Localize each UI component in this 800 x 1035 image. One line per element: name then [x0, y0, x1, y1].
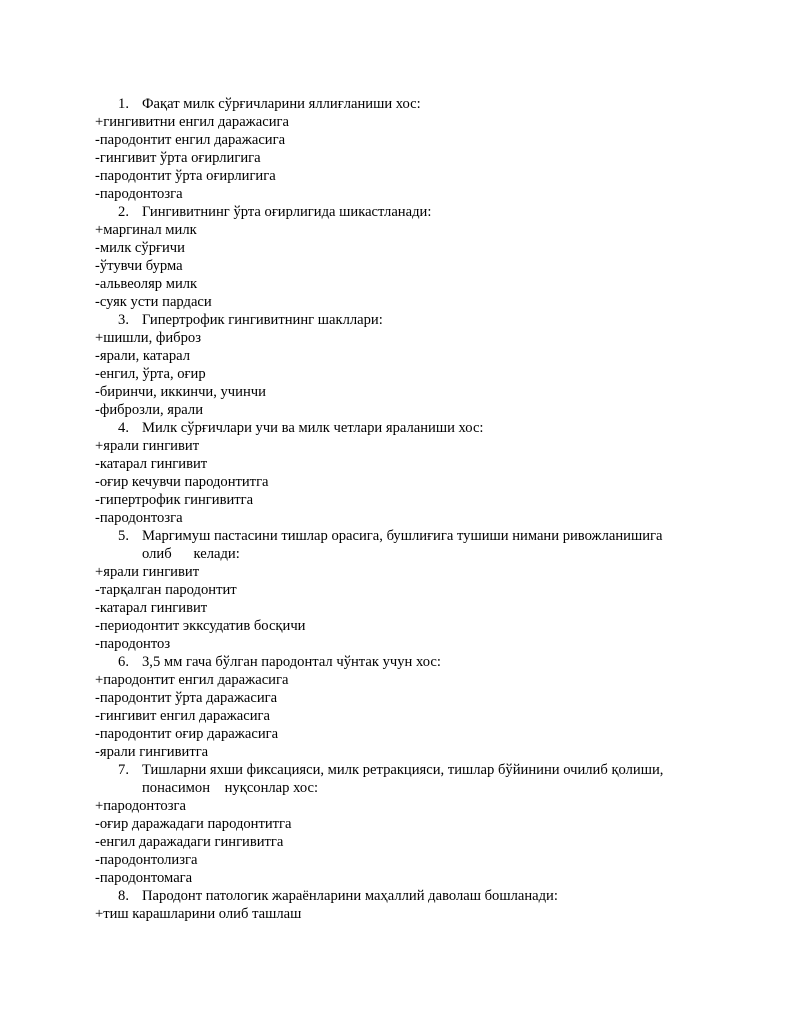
answer-option: -милк сўрғичи	[95, 240, 185, 256]
answer-option: -тарқалган пародонтит	[95, 582, 237, 598]
question-number: 3.	[118, 312, 129, 328]
question-block	[95, 527, 715, 653]
question-heading	[95, 761, 715, 797]
answer-option: -пародонтит ўрта оғирлигига	[95, 168, 276, 184]
question-heading	[95, 527, 715, 563]
question-block	[95, 761, 715, 887]
answer-option-correct: +пародонтозга	[95, 798, 186, 814]
question-block	[95, 887, 715, 923]
question-text-wrap	[142, 527, 715, 563]
question-heading	[95, 419, 715, 437]
answer-option-correct: +маргинал милк	[95, 222, 197, 238]
question-text: Гингивитнинг ўрта оғирлигида шикастланади:	[142, 204, 432, 220]
answer-option: -ўтувчи бурма	[95, 258, 183, 274]
question-number: 5.	[118, 528, 129, 544]
answer-option: -пародонтозга	[95, 186, 183, 202]
question-block	[95, 311, 715, 419]
question-text: Гипертрофик гингивитнинг шакллари:	[142, 312, 383, 328]
question-number: 8.	[118, 888, 129, 904]
question-heading	[95, 311, 715, 329]
answer-option: -биринчи, иккинчи, учинчи	[95, 384, 266, 400]
question-text: Маргимуш пастасини тишлар орасига, бушлиғига тушиши нимани ривожланишига	[142, 528, 663, 544]
answer-option: -енгил, ўрта, оғир	[95, 366, 206, 382]
question-text-wrap	[142, 887, 715, 905]
answer-option: -енгил даражадаги гингивитга	[95, 834, 284, 850]
question-heading	[95, 95, 715, 113]
question-text: Тишларни яхши фиксацияси, милк ретракцияси, тишлар бўйинини очилиб қолиши,	[142, 762, 664, 778]
question-text: 3,5 мм гача бўлган пародонтал чўнтак учун хос:	[142, 654, 441, 670]
question-text-wrap	[142, 419, 715, 437]
answer-option: -пародонтит енгил даражасига	[95, 132, 286, 148]
answer-option: -гипертрофик гингивитга	[95, 492, 254, 508]
answer-option: -оғир даражадаги пародонтитга	[95, 816, 292, 832]
question-heading	[95, 653, 715, 671]
answer-option: -пародонтомага	[95, 870, 193, 886]
answer-option-correct: +тиш карашларини олиб ташлаш	[95, 906, 302, 922]
answer-option: -ярали, катарал	[95, 348, 191, 364]
answer-option: -суяк усти пардаси	[95, 294, 212, 310]
answer-option-correct: +пародонтит енгил даражасига	[95, 672, 289, 688]
answer-option-correct: +ярали гингивит	[95, 438, 200, 454]
answer-option: -оғир кечувчи пародонтитга	[95, 474, 269, 490]
question-number: 4.	[118, 420, 129, 436]
answer-option-correct: +гингивитни енгил даражасига	[95, 114, 289, 130]
question-text: Милк сўрғичлари учи ва милк четлари яраланиши хос:	[142, 420, 484, 436]
answer-option: -альвеоляр милк	[95, 276, 198, 292]
answer-option: -катарал гингивит	[95, 600, 208, 616]
answer-option: -ярали гингивитга	[95, 744, 209, 760]
question-block	[95, 95, 715, 203]
answer-option-correct: +шишли, фиброз	[95, 330, 201, 346]
question-text-wrap	[142, 761, 715, 797]
answer-option: -пародонтит оғир даражасига	[95, 726, 279, 742]
question-list	[95, 95, 715, 923]
answer-option: -фиброзли, ярали	[95, 402, 204, 418]
question-heading	[95, 887, 715, 905]
question-text-wrap	[142, 203, 715, 221]
question-text-continuation: понасимон нуқсонлар хос:	[142, 780, 319, 796]
question-number: 1.	[118, 96, 129, 112]
answer-option: -периодонтит экксудатив босқичи	[95, 618, 306, 634]
answer-option: -пародонтозга	[95, 510, 183, 526]
question-number: 7.	[118, 762, 129, 778]
question-block	[95, 419, 715, 527]
question-text-wrap	[142, 311, 715, 329]
question-heading	[95, 203, 715, 221]
question-text-continuation: олиб келади:	[142, 546, 240, 562]
answer-option: -пародонтолизга	[95, 852, 198, 868]
question-text-wrap	[142, 95, 715, 113]
question-number: 6.	[118, 654, 129, 670]
answer-option: -пародонтит ўрта даражасига	[95, 690, 278, 706]
answer-option: -катарал гингивит	[95, 456, 208, 472]
question-text-wrap	[142, 653, 715, 671]
answer-option: -гингивит ўрта оғирлигига	[95, 150, 261, 166]
answer-option: -пародонтоз	[95, 636, 171, 652]
question-block	[95, 203, 715, 311]
question-number: 2.	[118, 204, 129, 220]
question-block	[95, 653, 715, 761]
answer-option-correct: +ярали гингивит	[95, 564, 200, 580]
answer-option: -гингивит енгил даражасига	[95, 708, 270, 724]
question-text: Пародонт патологик жараёнларини маҳаллий даволаш бошланади:	[142, 888, 558, 904]
question-text: Фақат милк сўрғичларини яллиғланиши хос:	[142, 96, 421, 112]
